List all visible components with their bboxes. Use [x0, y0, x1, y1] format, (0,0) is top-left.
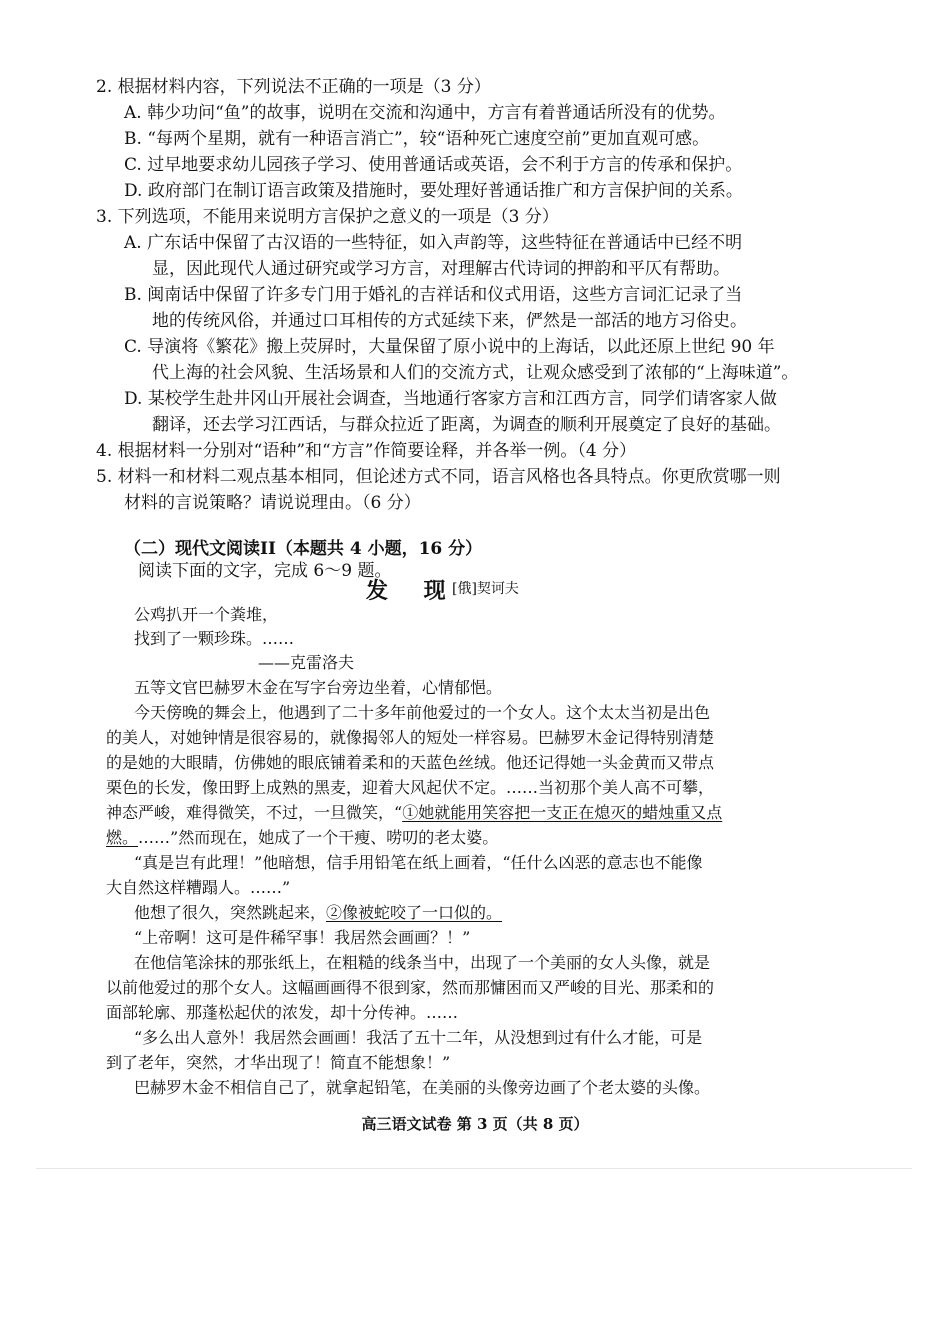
story-paragraph-3-line1: “真是岂有此理！”他暗想，信手用铅笔在纸上画着，“任什么凶恶的意志也不能像 — [134, 853, 703, 872]
story-paragraph-8: 巴赫罗木金不相信自己了，就拿起铅笔，在美丽的头像旁边画了个老太婆的头像。 — [134, 1078, 711, 1097]
story-paragraph-5: “上帝啊！这可是件稀罕事！我居然会画画？！” — [134, 928, 471, 947]
story-paragraph-2-line6 — [106, 827, 498, 849]
question-4: 4. 根据材料一分别对“语种”和“方言”作简要诠释，并各举一例。（4 分） — [96, 441, 637, 461]
story-paragraph-7-line1: “多么出人意外！我居然会画画！我活了五十二年，从没想到过有什么才能，可是 — [134, 1028, 703, 1047]
question-3-option-a-line2: 显，因此现代人通过研究或学习方言，对理解古代诗词的押韵和平仄有帮助。 — [152, 259, 730, 279]
epigraph-author: ——克雷洛夫 — [258, 653, 355, 672]
underlined-sentence-1-end: 燃。 — [106, 828, 139, 847]
story-paragraph-2-line4: 栗色的长发，像田野上成熟的黑麦，迎着大风起伏不定。……当初那个美人高不可攀， — [106, 778, 715, 797]
question-5-line1: 5. 材料一和材料二观点基本相同，但论述方式不同，语言风格也各具特点。你更欣赏哪一则 — [96, 467, 781, 487]
story-paragraph-6-line3: 面部轮廓、那蓬松起伏的浓发，却十分传神。…… — [106, 1003, 459, 1022]
story-text: ……”然而现在，她成了一个干瘦、唠叨的老太婆。 — [138, 828, 499, 847]
question-3-option-b-line1: B. 闽南话中保留了许多专门用于婚礼的吉祥话和仪式用语，这些方言词汇记录了当 — [124, 285, 743, 305]
story-paragraph-6-line2: 以前他爱过的那个女人。这幅画画得不很到家，然而那慵困而又严峻的目光、那柔和的 — [106, 978, 715, 997]
story-paragraph-3-line2: 大自然这样糟蹋人。……” — [106, 878, 291, 897]
question-5-line2: 材料的言说策略？请说说理由。（6 分） — [124, 493, 421, 513]
story-author: [俄]契诃夫 — [452, 581, 519, 597]
question-3-stem: 3. 下列选项，不能用来说明方言保护之意义的一项是（3 分） — [96, 207, 559, 227]
question-3-option-c-line2: 代上海的社会风貌、生活场景和人们的交流方式，让观众感受到了浓郁的“上海味道”。 — [152, 363, 799, 383]
question-3-option-b-line2: 地的传统风俗，并通过口耳相传的方式延续下来，俨然是一部活的地方习俗史。 — [152, 311, 747, 331]
page-footer: 高三语文试卷 第 3 页（共 8 页） — [361, 1115, 589, 1133]
story-paragraph-1: 五等文官巴赫罗木金在写字台旁边坐着，心情郁悒。 — [134, 678, 503, 697]
question-3-option-c-line1: C. 导演将《繁花》搬上荧屏时，大量保留了原小说中的上海话，以此还原上世纪 90 年 — [124, 337, 775, 357]
story-text: 神态严峻，难得微笑，不过，一旦微笑，“ — [106, 803, 403, 822]
story-paragraph-4 — [134, 902, 502, 924]
page-bottom-divider — [36, 1168, 912, 1169]
epigraph-line2: 找到了一颗珍珠。…… — [134, 629, 295, 648]
section-2-heading: （二）现代文阅读II（本题共 4 小题，16 分） — [124, 539, 483, 559]
story-paragraph-2-line2: 的美人，对她钟情是很容易的，就像揭邻人的短处一样容易。巴赫罗木金记得特别清楚 — [106, 728, 715, 747]
story-text: 他想了很久，突然跳起来， — [134, 903, 327, 922]
question-3-option-d-line2: 翻译，还去学习江西话，与群众拉近了距离，为调查的顺利开展奠定了良好的基础。 — [152, 415, 781, 435]
story-title: 发 现 — [366, 578, 460, 604]
story-paragraph-7-line2: 到了老年，突然，才华出现了！简直不能想象！” — [106, 1053, 451, 1072]
story-paragraph-2-line3: 的是她的大眼睛，仿佛她的眼底铺着柔和的天蓝色丝绒。他还记得她一头金黄而又带点 — [106, 753, 715, 772]
story-paragraph-6-line1: 在他信笔涂抹的那张纸上，在粗糙的线条当中，出现了一个美丽的女人头像，就是 — [134, 953, 711, 972]
story-paragraph-2-line5 — [106, 802, 722, 824]
underlined-sentence-1: ①她就能用笑容把一支正在熄灭的蜡烛重又点 — [402, 803, 723, 822]
question-2-option-c: C. 过早地要求幼儿园孩子学习、使用普通话或英语，会不利于方言的传承和保护。 — [124, 155, 743, 175]
underlined-sentence-2: ②像被蛇咬了一口似的。 — [326, 903, 503, 922]
story-paragraph-2-line1: 今天傍晚的舞会上，他遇到了二十多年前他爱过的一个女人。这个太太当初是出色 — [134, 703, 711, 722]
question-2-stem: 2. 根据材料内容，下列说法不正确的一项是（3 分） — [96, 77, 491, 97]
question-3-option-d-line1: D. 某校学生赴井冈山开展社会调查，当地通行客家方言和江西方言，同学们请客家人做 — [124, 389, 777, 409]
question-2-option-d: D. 政府部门在制订语言政策及措施时，要处理好普通话推广和方言保护间的关系。 — [124, 181, 743, 201]
question-2-option-b: B. “每两个星期，就有一种语言消亡”，较“语种死亡速度空前”更加直观可感。 — [124, 129, 710, 149]
section-2-instruction: 阅读下面的文字，完成 6～9 题。 — [138, 561, 392, 581]
question-2-option-a: A. 韩少功问“鱼”的故事，说明在交流和沟通中，方言有着普通话所没有的优势。 — [124, 103, 726, 123]
question-3-option-a-line1: A. 广东话中保留了古汉语的一些特征，如入声韵等，这些特征在普通话中已经不明 — [124, 233, 743, 253]
epigraph-line1: 公鸡扒开一个粪堆， — [134, 605, 279, 624]
